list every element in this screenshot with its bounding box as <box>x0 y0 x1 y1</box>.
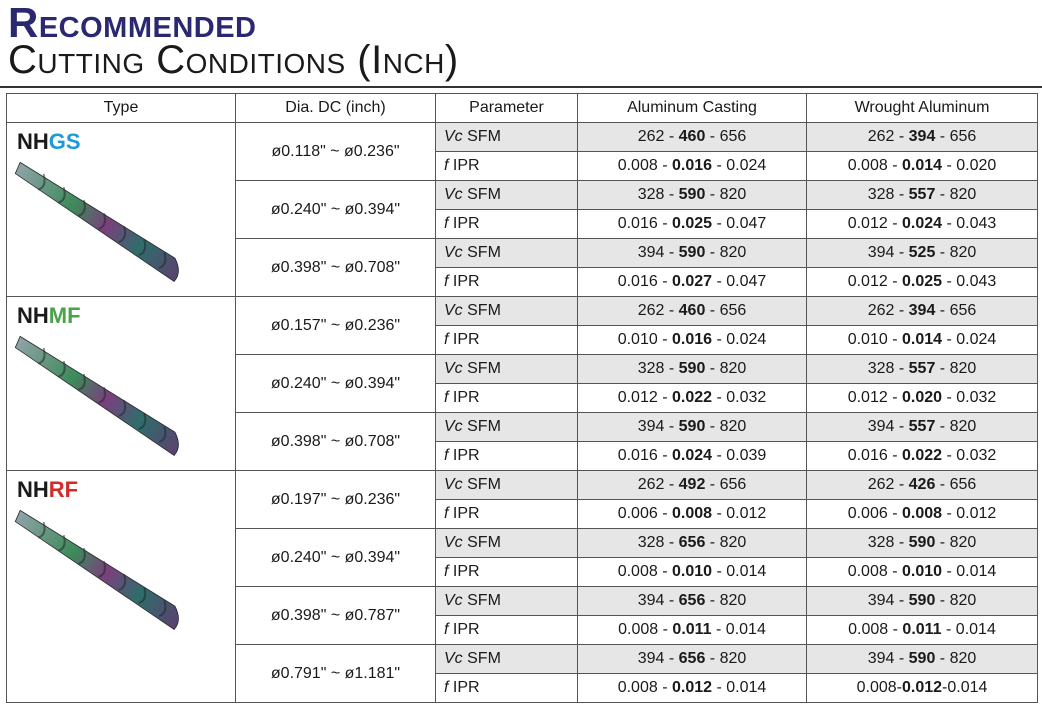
value-recommended: 0.012 <box>671 679 713 696</box>
value-min: 0.008 - <box>618 621 673 638</box>
parameter-symbol: f <box>444 389 449 406</box>
parameter-unit: SFM <box>467 302 501 319</box>
diameter-range: ø0.398" ~ ø0.708" <box>236 239 436 297</box>
value-max: - 820 <box>705 650 747 667</box>
parameter-symbol: f <box>444 331 449 348</box>
wrought-aluminum-value <box>807 471 1038 500</box>
value-max: - 0.014 <box>942 563 997 580</box>
value-max: -0.014 <box>942 679 988 696</box>
parameter-vc <box>436 413 578 442</box>
aluminum-casting-value <box>578 616 807 645</box>
value-max: - 820 <box>705 534 747 551</box>
wrought-aluminum-value <box>807 645 1038 674</box>
parameter-symbol: f <box>444 563 449 580</box>
diameter-range: ø0.791" ~ ø1.181" <box>236 645 436 703</box>
header-aluminum-casting: Aluminum Casting <box>578 94 807 123</box>
parameter-vc <box>436 587 578 616</box>
value-max: - 0.032 <box>942 389 997 406</box>
value-recommended: 656 <box>678 650 706 667</box>
aluminum-casting-value <box>578 645 807 674</box>
type-prefix: NH <box>17 303 49 328</box>
value-max: - 0.014 <box>712 679 767 696</box>
value-max: - 0.014 <box>941 621 996 638</box>
value-min: 0.010 - <box>847 331 902 348</box>
parameter-f <box>436 558 578 587</box>
header-diameter: Dia. DC (inch) <box>236 94 436 123</box>
wrought-aluminum-value <box>807 326 1038 355</box>
header-type: Type <box>7 94 236 123</box>
value-min: 0.016 - <box>617 215 672 232</box>
aluminum-casting-value <box>578 558 807 587</box>
value-max: - 820 <box>935 592 977 609</box>
type-cell <box>7 123 236 297</box>
value-max: - 820 <box>705 418 747 435</box>
value-recommended: 492 <box>678 476 706 493</box>
value-min: 394 - <box>637 244 679 261</box>
wrought-aluminum-value <box>807 674 1038 703</box>
value-recommended: 0.025 <box>901 273 943 290</box>
value-recommended: 590 <box>908 592 936 609</box>
drill-icon <box>13 507 225 647</box>
parameter-symbol: Vc <box>444 418 463 435</box>
table-row <box>7 471 1038 500</box>
value-max: - 656 <box>935 128 977 145</box>
parameter-symbol: Vc <box>444 186 463 203</box>
title-line-2: Cutting Conditions (Inch) <box>8 38 459 82</box>
value-recommended: 0.010 <box>901 563 943 580</box>
parameter-symbol: Vc <box>444 476 463 493</box>
diameter-range: ø0.398" ~ ø0.787" <box>236 587 436 645</box>
value-recommended: 0.024 <box>901 215 943 232</box>
value-recommended: 557 <box>908 418 936 435</box>
parameter-f <box>436 500 578 529</box>
diameter-range: ø0.157" ~ ø0.236" <box>236 297 436 355</box>
parameter-unit: SFM <box>467 650 501 667</box>
type-name <box>17 303 81 329</box>
value-min: 0.012 - <box>847 215 902 232</box>
parameter-unit: SFM <box>467 186 501 203</box>
value-max: - 0.020 <box>942 157 997 174</box>
value-recommended: 590 <box>678 244 706 261</box>
value-min: 0.010 - <box>617 331 672 348</box>
parameter-symbol: Vc <box>444 360 463 377</box>
value-min: 0.006 - <box>847 505 902 522</box>
value-recommended: 0.012 <box>901 679 943 696</box>
parameter-unit: SFM <box>467 360 501 377</box>
parameter-symbol: Vc <box>444 650 463 667</box>
aluminum-casting-value <box>578 355 807 384</box>
parameter-vc <box>436 645 578 674</box>
parameter-unit: SFM <box>467 128 501 145</box>
value-max: - 0.047 <box>712 215 767 232</box>
diameter-range: ø0.240" ~ ø0.394" <box>236 529 436 587</box>
value-min: 394 - <box>637 418 679 435</box>
parameter-unit: IPR <box>452 389 480 406</box>
aluminum-casting-value <box>578 268 807 297</box>
parameter-symbol: Vc <box>444 128 463 145</box>
aluminum-casting-value <box>578 674 807 703</box>
parameter-unit: IPR <box>452 621 480 638</box>
title-line-1: Recommended <box>8 0 257 46</box>
value-max: - 820 <box>705 360 747 377</box>
value-recommended: 0.025 <box>671 215 713 232</box>
value-recommended: 0.016 <box>671 157 713 174</box>
aluminum-casting-value <box>578 210 807 239</box>
value-max: - 0.043 <box>942 273 997 290</box>
diameter-range: ø0.398" ~ ø0.708" <box>236 413 436 471</box>
value-max: - 656 <box>935 476 977 493</box>
value-min: 0.012 - <box>847 389 902 406</box>
value-max: - 656 <box>705 128 747 145</box>
value-min: 0.006 - <box>617 505 672 522</box>
wrought-aluminum-value <box>807 210 1038 239</box>
parameter-unit: IPR <box>452 447 480 464</box>
wrought-aluminum-value <box>807 500 1038 529</box>
value-recommended: 656 <box>678 592 706 609</box>
parameter-f <box>436 268 578 297</box>
parameter-symbol: f <box>444 621 449 638</box>
parameter-symbol: f <box>444 505 449 522</box>
value-min: 262 - <box>867 128 909 145</box>
value-min: 394 - <box>867 418 909 435</box>
value-min: 328 - <box>867 360 909 377</box>
wrought-aluminum-value <box>807 384 1038 413</box>
value-recommended: 590 <box>908 650 936 667</box>
wrought-aluminum-value <box>807 442 1038 471</box>
aluminum-casting-value <box>578 529 807 558</box>
value-min: 262 - <box>867 476 909 493</box>
value-recommended: 0.010 <box>671 563 713 580</box>
value-recommended: 0.024 <box>671 447 713 464</box>
parameter-unit: SFM <box>467 418 501 435</box>
value-recommended: 394 <box>908 302 936 319</box>
value-recommended: 525 <box>908 244 936 261</box>
value-min: 0.016 - <box>617 273 672 290</box>
value-min: 0.008 - <box>847 157 902 174</box>
aluminum-casting-value <box>578 181 807 210</box>
value-recommended: 590 <box>678 418 706 435</box>
value-recommended: 394 <box>908 128 936 145</box>
value-recommended: 0.014 <box>901 331 943 348</box>
value-max: - 820 <box>935 244 977 261</box>
parameter-vc <box>436 529 578 558</box>
value-min: 0.016 - <box>847 447 902 464</box>
table-row <box>7 297 1038 326</box>
value-recommended: 0.011 <box>902 621 942 638</box>
value-min: 328 - <box>637 186 679 203</box>
parameter-vc <box>436 239 578 268</box>
wrought-aluminum-value <box>807 123 1038 152</box>
diameter-range: ø0.240" ~ ø0.394" <box>236 181 436 239</box>
value-max: - 820 <box>935 360 977 377</box>
parameter-symbol: f <box>444 273 449 290</box>
value-max: - 0.039 <box>712 447 767 464</box>
value-min: 262 - <box>637 476 679 493</box>
value-recommended: 460 <box>678 302 706 319</box>
value-max: - 0.024 <box>712 331 767 348</box>
header-wrought-aluminum: Wrought Aluminum <box>807 94 1038 123</box>
value-min: 394 - <box>867 592 909 609</box>
type-prefix: NH <box>17 129 49 154</box>
value-recommended: 557 <box>908 360 936 377</box>
diameter-range: ø0.118" ~ ø0.236" <box>236 123 436 181</box>
value-recommended: 0.014 <box>901 157 943 174</box>
value-max: - 656 <box>935 302 977 319</box>
aluminum-casting-value <box>578 384 807 413</box>
aluminum-casting-value <box>578 587 807 616</box>
parameter-f <box>436 326 578 355</box>
parameter-unit: SFM <box>467 476 501 493</box>
parameter-unit: IPR <box>452 157 480 174</box>
wrought-aluminum-value <box>807 152 1038 181</box>
value-recommended: 0.027 <box>671 273 713 290</box>
parameter-unit: IPR <box>452 505 480 522</box>
parameter-symbol: Vc <box>444 592 463 609</box>
value-min: 394 - <box>867 650 909 667</box>
type-name <box>17 477 78 503</box>
type-name <box>17 129 81 155</box>
parameter-f <box>436 152 578 181</box>
type-suffix: MF <box>48 303 81 328</box>
value-max: - 820 <box>705 244 747 261</box>
parameter-vc <box>436 471 578 500</box>
diameter-range: ø0.240" ~ ø0.394" <box>236 355 436 413</box>
aluminum-casting-value <box>578 297 807 326</box>
value-min: 0.008- <box>856 679 902 696</box>
value-min: 328 - <box>867 534 909 551</box>
value-max: - 820 <box>935 186 977 203</box>
drill-icon <box>13 333 225 473</box>
type-cell <box>7 297 236 471</box>
value-min: 394 - <box>637 650 679 667</box>
value-max: - 0.024 <box>712 157 767 174</box>
value-min: 262 - <box>637 302 679 319</box>
wrought-aluminum-value <box>807 558 1038 587</box>
value-recommended: 0.022 <box>671 389 713 406</box>
parameter-vc <box>436 181 578 210</box>
value-recommended: 0.011 <box>672 621 712 638</box>
value-max: - 656 <box>705 476 747 493</box>
value-min: 0.012 - <box>847 273 902 290</box>
value-min: 0.008 - <box>617 563 672 580</box>
aluminum-casting-value <box>578 471 807 500</box>
parameter-unit: SFM <box>467 534 501 551</box>
wrought-aluminum-value <box>807 529 1038 558</box>
parameter-symbol: Vc <box>444 244 463 261</box>
wrought-aluminum-value <box>807 297 1038 326</box>
parameter-symbol: Vc <box>444 534 463 551</box>
value-min: 262 - <box>867 302 909 319</box>
wrought-aluminum-value <box>807 587 1038 616</box>
aluminum-casting-value <box>578 326 807 355</box>
value-recommended: 590 <box>908 534 936 551</box>
aluminum-casting-value <box>578 500 807 529</box>
type-cell <box>7 471 236 703</box>
parameter-symbol: f <box>444 157 449 174</box>
type-suffix: RF <box>48 477 79 502</box>
value-max: - 0.012 <box>712 505 767 522</box>
diameter-range: ø0.197" ~ ø0.236" <box>236 471 436 529</box>
value-min: 0.008 - <box>617 679 672 696</box>
aluminum-casting-value <box>578 442 807 471</box>
wrought-aluminum-value <box>807 268 1038 297</box>
value-min: 262 - <box>637 128 679 145</box>
table-row <box>7 123 1038 152</box>
value-max: - 820 <box>705 186 747 203</box>
value-min: 328 - <box>867 186 909 203</box>
parameter-vc <box>436 297 578 326</box>
value-min: 394 - <box>637 592 679 609</box>
parameter-f <box>436 616 578 645</box>
value-max: - 0.032 <box>942 447 997 464</box>
cutting-conditions-table <box>6 93 1038 703</box>
value-recommended: 0.008 <box>671 505 713 522</box>
value-max: - 0.024 <box>942 331 997 348</box>
value-recommended: 460 <box>678 128 706 145</box>
value-max: - 820 <box>935 534 977 551</box>
header-parameter: Parameter <box>436 94 578 123</box>
value-max: - 0.047 <box>712 273 767 290</box>
value-recommended: 0.020 <box>901 389 943 406</box>
type-suffix: GS <box>48 129 81 154</box>
value-max: - 820 <box>705 592 747 609</box>
type-prefix: NH <box>17 477 49 502</box>
wrought-aluminum-value <box>807 413 1038 442</box>
value-recommended: 0.016 <box>671 331 713 348</box>
value-min: 328 - <box>637 360 679 377</box>
value-min: 0.008 - <box>617 157 672 174</box>
value-recommended: 656 <box>678 534 706 551</box>
value-max: - 0.043 <box>942 215 997 232</box>
parameter-f <box>436 674 578 703</box>
value-max: - 0.012 <box>942 505 997 522</box>
wrought-aluminum-value <box>807 239 1038 268</box>
value-min: 328 - <box>637 534 679 551</box>
parameter-f <box>436 384 578 413</box>
value-recommended: 557 <box>908 186 936 203</box>
wrought-aluminum-value <box>807 181 1038 210</box>
parameter-unit: SFM <box>467 592 501 609</box>
value-max: - 0.014 <box>712 563 767 580</box>
parameter-vc <box>436 123 578 152</box>
value-recommended: 0.022 <box>901 447 943 464</box>
parameter-symbol: f <box>444 447 449 464</box>
value-max: - 0.014 <box>711 621 766 638</box>
aluminum-casting-value <box>578 239 807 268</box>
parameter-symbol: f <box>444 215 449 232</box>
aluminum-casting-value <box>578 413 807 442</box>
parameter-symbol: f <box>444 679 449 696</box>
parameter-f <box>436 442 578 471</box>
value-min: 394 - <box>867 244 909 261</box>
aluminum-casting-value <box>578 152 807 181</box>
value-max: - 0.032 <box>712 389 767 406</box>
parameter-unit: SFM <box>467 244 501 261</box>
parameter-symbol: Vc <box>444 302 463 319</box>
parameter-vc <box>436 355 578 384</box>
value-min: 0.008 - <box>848 621 903 638</box>
value-max: - 820 <box>935 418 977 435</box>
value-min: 0.016 - <box>617 447 672 464</box>
value-recommended: 590 <box>678 186 706 203</box>
value-min: 0.012 - <box>617 389 672 406</box>
wrought-aluminum-value <box>807 616 1038 645</box>
wrought-aluminum-value <box>807 355 1038 384</box>
value-max: - 656 <box>705 302 747 319</box>
title-rule <box>0 86 1042 88</box>
drill-icon <box>13 159 225 299</box>
value-recommended: 0.008 <box>901 505 943 522</box>
parameter-unit: IPR <box>452 215 480 232</box>
parameter-unit: IPR <box>452 679 480 696</box>
header-row <box>7 94 1038 123</box>
aluminum-casting-value <box>578 123 807 152</box>
parameter-unit: IPR <box>452 331 480 348</box>
parameter-f <box>436 210 578 239</box>
value-min: 0.008 - <box>847 563 902 580</box>
parameter-unit: IPR <box>452 273 480 290</box>
parameter-unit: IPR <box>452 563 480 580</box>
value-max: - 820 <box>935 650 977 667</box>
value-recommended: 426 <box>908 476 936 493</box>
value-recommended: 590 <box>678 360 706 377</box>
